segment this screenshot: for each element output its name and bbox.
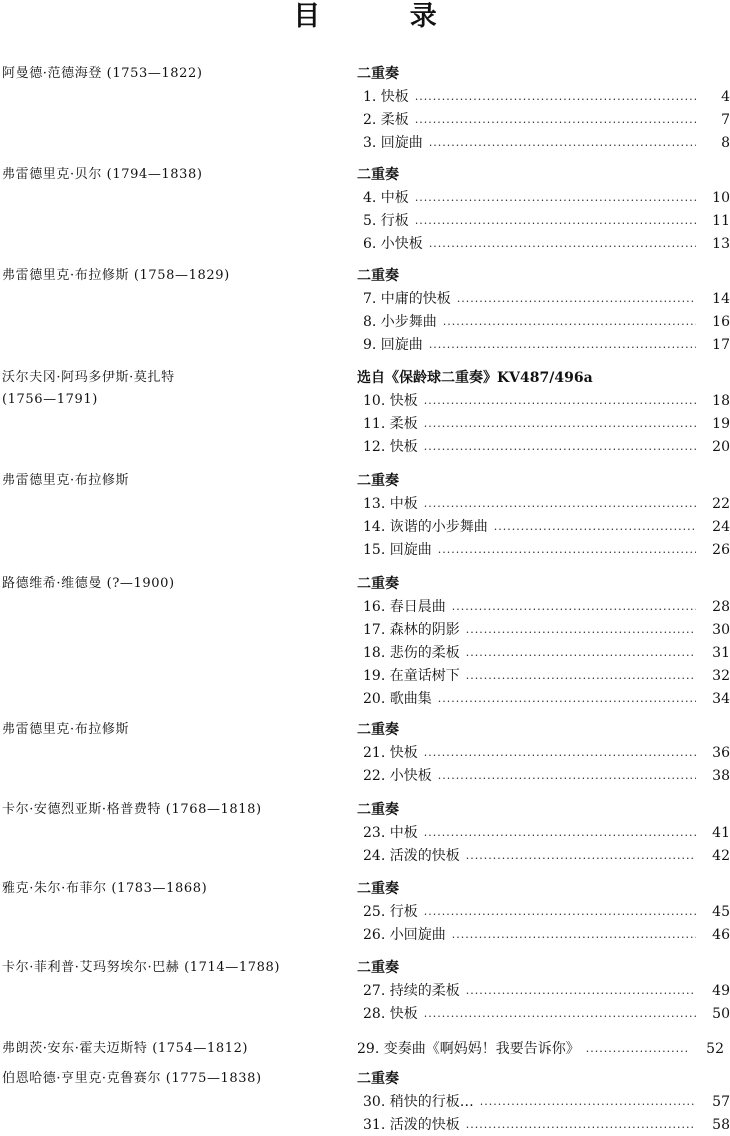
- dot-leader: [452, 596, 696, 618]
- entry-title: 30. 稍快的行板…: [363, 1094, 474, 1110]
- page-number: 41: [696, 822, 730, 844]
- section-heading: 选自《保龄球二重奏》KV487/496a: [357, 370, 593, 386]
- dot-leader: [452, 924, 696, 946]
- page-title: 目 录: [293, 1, 477, 32]
- entry-title: 14. 诙谐的小步舞曲: [363, 519, 488, 535]
- entry-title: 25. 行板: [363, 904, 418, 920]
- page-number: 45: [696, 901, 730, 923]
- toc-entry[interactable]: [363, 390, 730, 412]
- composer-name: 卡尔·菲利普·艾玛努埃尔·巴赫 (1714—1788): [2, 960, 281, 975]
- entry-title: 12. 快板: [363, 439, 418, 455]
- toc-entry[interactable]: [363, 311, 730, 333]
- section-heading: 二重奏: [357, 268, 399, 284]
- composer-name: 弗雷德里克·布拉修斯 (1758—1829): [2, 268, 230, 283]
- toc-entry[interactable]: [363, 539, 730, 561]
- dot-leader: [457, 288, 696, 310]
- page-number: 4: [696, 86, 730, 108]
- toc-entry[interactable]: [363, 187, 730, 209]
- dot-leader: [424, 436, 696, 458]
- entry-title: 21. 快板: [363, 745, 418, 761]
- entry-title: 6. 小快板: [363, 236, 423, 252]
- dot-leader: [494, 516, 696, 538]
- page-number: 18: [696, 390, 730, 412]
- toc-entry[interactable]: [363, 436, 730, 458]
- dot-leader: [415, 109, 696, 131]
- entry-title: 8. 小步舞曲: [363, 314, 437, 330]
- page-number: 14: [696, 288, 730, 310]
- entry-title: 11. 柔板: [363, 416, 418, 432]
- entry-title: 3. 回旋曲: [363, 135, 423, 151]
- dot-leader: [415, 210, 696, 232]
- toc-entry[interactable]: [363, 742, 730, 764]
- entry-title: 23. 中板: [363, 825, 418, 841]
- dot-leader: [429, 132, 696, 154]
- dot-leader: [415, 86, 696, 108]
- entry-title: 22. 小快板: [363, 768, 432, 784]
- dot-leader: [466, 642, 696, 664]
- dot-leader: [586, 1038, 690, 1060]
- toc-entry[interactable]: [363, 980, 730, 1002]
- page-number: 10: [696, 187, 730, 209]
- section-heading: 二重奏: [357, 722, 399, 738]
- toc-entry[interactable]: [363, 665, 730, 687]
- toc-entry[interactable]: [363, 493, 730, 515]
- toc-entry[interactable]: [363, 901, 730, 923]
- toc-entry[interactable]: [363, 210, 730, 232]
- entry-title: 10. 快板: [363, 393, 418, 409]
- page-number: 22: [696, 493, 730, 515]
- section-heading: 二重奏: [357, 66, 399, 82]
- toc-entry[interactable]: [363, 822, 730, 844]
- dot-leader: [424, 901, 696, 923]
- toc-entry[interactable]: [363, 765, 730, 787]
- section-heading: 二重奏: [357, 960, 399, 976]
- composer-name: 弗雷德里克·布拉修斯: [2, 722, 130, 737]
- page-number: 46: [696, 924, 730, 946]
- entry-title: 18. 悲伤的柔板: [363, 645, 460, 661]
- entry-title: 26. 小回旋曲: [363, 927, 446, 943]
- page-number: 52: [690, 1038, 724, 1060]
- entry-title: 31. 活泼的快板: [363, 1117, 460, 1133]
- toc-entry[interactable]: [363, 334, 730, 356]
- dot-leader: [424, 493, 696, 515]
- page-number: 49: [696, 980, 730, 1002]
- page-number: 11: [696, 210, 730, 232]
- composer-name: 弗朗茨·安东·霍夫迈斯特 (1754—1812): [2, 1041, 249, 1056]
- entry-title: 29. 变奏曲《啊妈妈！我要告诉你》: [357, 1041, 580, 1057]
- entry-title: 27. 持续的柔板: [363, 983, 460, 999]
- section-heading: 二重奏: [357, 802, 399, 818]
- entry-title: 17. 森林的阴影: [363, 622, 460, 638]
- composer-name: 雅克·朱尔·布菲尔 (1783—1868): [2, 881, 208, 896]
- page-number: 7: [696, 109, 730, 131]
- page-number: 8: [696, 132, 730, 154]
- page-number: 57: [696, 1091, 730, 1113]
- dot-leader: [438, 539, 696, 561]
- page-number: 42: [696, 845, 730, 867]
- dot-leader: [438, 765, 696, 787]
- page-number: 20: [696, 436, 730, 458]
- page-number: 24: [696, 516, 730, 538]
- toc-entry[interactable]: [363, 688, 730, 710]
- toc-entry[interactable]: [363, 924, 730, 946]
- page-number: 28: [696, 596, 730, 618]
- entry-title: 4. 中板: [363, 190, 409, 206]
- toc-entry[interactable]: [363, 642, 730, 664]
- dot-leader: [466, 619, 696, 641]
- toc-entry[interactable]: [363, 413, 730, 435]
- entry-title: 13. 中板: [363, 496, 418, 512]
- entry-title: 16. 春日晨曲: [363, 599, 446, 615]
- section-heading: 二重奏: [357, 881, 399, 897]
- page-number: 34: [696, 688, 730, 710]
- composer-name: 弗雷德里克·布拉修斯: [2, 473, 130, 488]
- page-number: 36: [696, 742, 730, 764]
- toc-entry[interactable]: [363, 1003, 730, 1025]
- toc-entry[interactable]: [363, 845, 730, 867]
- composer-name: 弗雷德里克·贝尔 (1794—1838): [2, 167, 203, 182]
- toc-entry[interactable]: [363, 132, 730, 154]
- entry-title: 15. 回旋曲: [363, 542, 432, 558]
- toc-entry[interactable]: [363, 596, 730, 618]
- page-number: 19: [696, 413, 730, 435]
- page-number: 50: [696, 1003, 730, 1025]
- dot-leader: [466, 980, 696, 1002]
- entry-title: 1. 快板: [363, 89, 409, 105]
- section-heading: 二重奏: [357, 1071, 399, 1087]
- toc-entry[interactable]: [363, 86, 730, 108]
- dot-leader: [438, 688, 696, 710]
- entry-title: 24. 活泼的快板: [363, 848, 460, 864]
- dot-leader: [424, 413, 696, 435]
- dot-leader: [424, 822, 696, 844]
- page-number: 31: [696, 642, 730, 664]
- page-number: 13: [696, 233, 730, 255]
- dot-leader: [415, 187, 696, 209]
- page-number: 58: [696, 1114, 730, 1136]
- entry-title: 19. 在童话树下: [363, 668, 460, 684]
- toc-entry[interactable]: [363, 516, 730, 538]
- entry-title: 28. 快板: [363, 1006, 418, 1022]
- entry-title: 7. 中庸的快板: [363, 291, 451, 307]
- section-heading: 二重奏: [357, 576, 399, 592]
- page-number: 38: [696, 765, 730, 787]
- page-number: 32: [696, 665, 730, 687]
- page-number: 16: [696, 311, 730, 333]
- composer-name: 阿曼德·范德海登 (1753—1822): [2, 66, 203, 81]
- entry-title: 20. 歌曲集: [363, 691, 432, 707]
- toc-entry[interactable]: [363, 1091, 730, 1113]
- toc-entry[interactable]: [357, 1038, 724, 1060]
- dot-leader: [424, 742, 696, 764]
- entry-title: 2. 柔板: [363, 112, 409, 128]
- section-heading: 二重奏: [357, 167, 399, 183]
- toc-entry[interactable]: [363, 109, 730, 131]
- dot-leader: [429, 233, 696, 255]
- toc-entry[interactable]: [363, 233, 730, 255]
- dot-leader: [424, 390, 696, 412]
- entry-title: 9. 回旋曲: [363, 337, 423, 353]
- entry-title: 5. 行板: [363, 213, 409, 229]
- composer-name: 伯恩哈德·亨里克·克鲁赛尔 (1775—1838): [2, 1071, 262, 1086]
- dot-leader: [424, 1003, 696, 1025]
- page-number: 30: [696, 619, 730, 641]
- section-heading: 二重奏: [357, 473, 399, 489]
- dot-leader: [480, 1091, 696, 1113]
- toc-entry[interactable]: [363, 619, 730, 641]
- dot-leader: [466, 665, 696, 687]
- page-number: 26: [696, 539, 730, 561]
- dot-leader: [466, 845, 696, 867]
- page-number: 17: [696, 334, 730, 356]
- composer-name: 卡尔·安德烈亚斯·格普费特 (1768—1818): [2, 802, 262, 817]
- dot-leader: [429, 334, 696, 356]
- composer-name: 路德维希·维德曼 (?—1900): [2, 576, 175, 591]
- dot-leader: [443, 311, 696, 333]
- toc-entry[interactable]: [363, 288, 730, 310]
- composer-name: 沃尔夫冈·阿玛多伊斯·莫扎特 (1756—1791): [2, 370, 175, 407]
